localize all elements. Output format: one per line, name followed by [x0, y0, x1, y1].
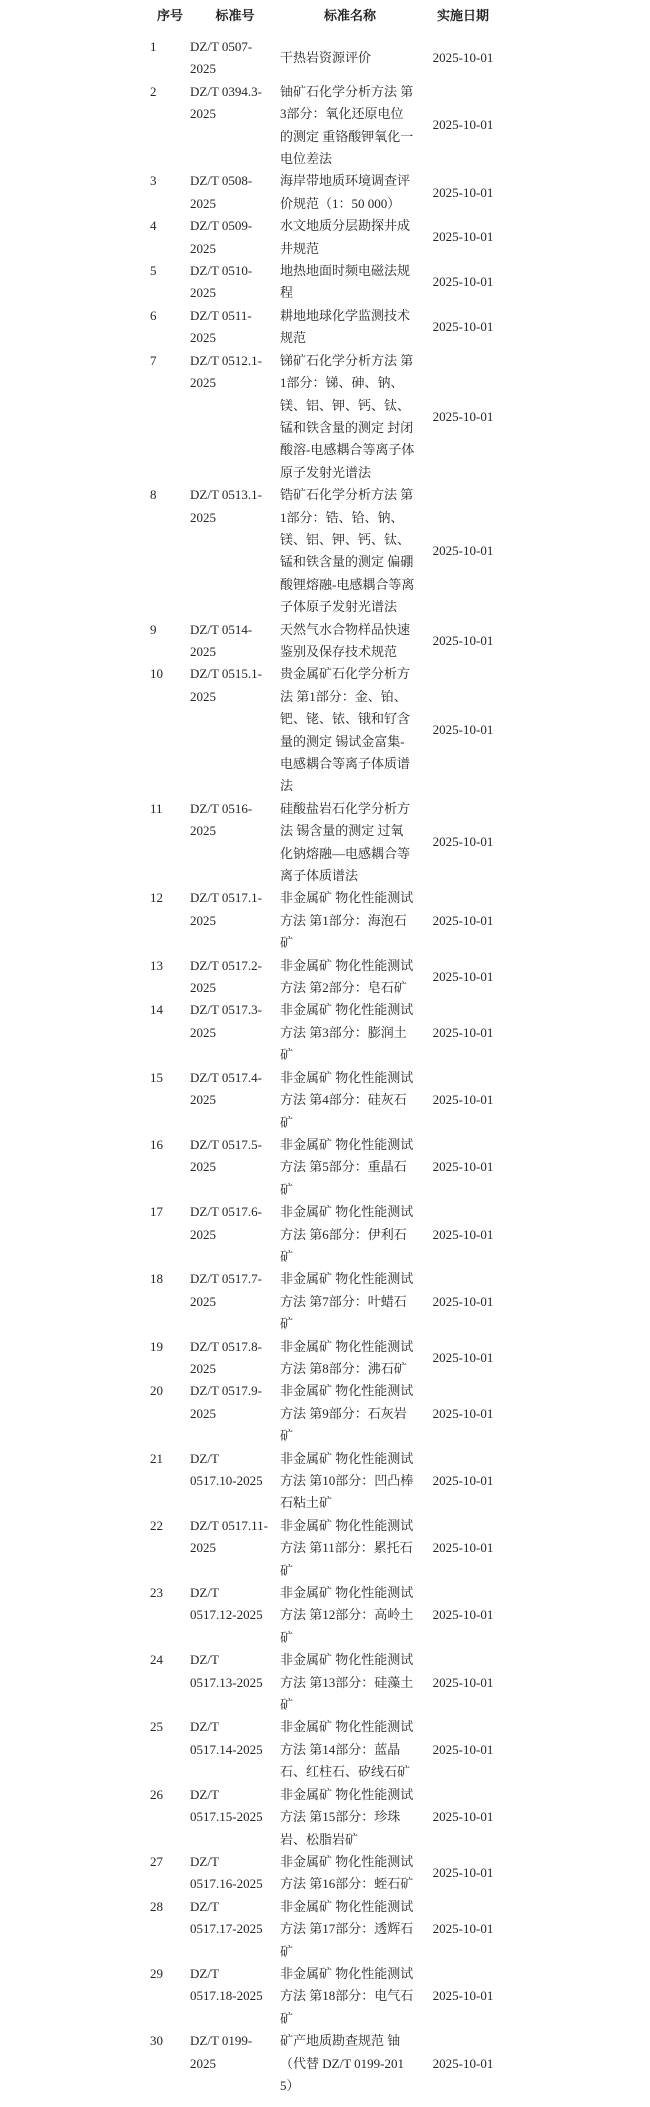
seq-cell: 22 — [150, 1517, 163, 1533]
name-cell: 锆矿石化学分析方法 第1部分：锆、铪、钠、镁、铝、钾、钙、钛、锰和铁含量的测定 偏硼酸锂熔融-电感耦合等离子体原子发射光谱法 — [280, 487, 415, 615]
name-cell: 非金属矿 物化性能测试方法 第12部分：高岭土矿 — [280, 1585, 414, 1645]
name-cell: 非金属矿 物化性能测试方法 第8部分：沸石矿 — [280, 1338, 414, 1376]
date-cell: 2025-10-01 — [432, 319, 494, 335]
name-cell: 非金属矿 物化性能测试方法 第9部分：石灰岩矿 — [280, 1383, 414, 1444]
table-row — [150, 215, 506, 260]
table-row — [150, 798, 506, 888]
std-no-cell: DZ/T 0517.16-2025 — [190, 1853, 263, 1892]
table-row — [150, 1515, 506, 1582]
name-cell: 海岸带地质环境调查评价规范（1：50 000） — [280, 173, 411, 211]
std-no-cell: DZ/T 0517.8-2025 — [190, 1338, 262, 1376]
date-cell: 2025-10-01 — [432, 274, 494, 290]
seq-cell: 24 — [150, 1652, 163, 1668]
date-cell: 2025-10-01 — [432, 408, 494, 424]
std-no-cell: DZ/T 0517.17-2025 — [190, 1898, 263, 1937]
std-no-cell: DZ/T 0517.12-2025 — [190, 1585, 263, 1623]
date-cell: 2025-10-01 — [432, 1741, 494, 1757]
name-cell: 非金属矿 物化性能测试方法 第15部分：珍珠岩、松脂岩矿 — [280, 1786, 414, 1847]
seq-cell: 14 — [150, 1002, 163, 1018]
name-cell: 地热地面时频电磁法规程 — [280, 263, 411, 301]
name-cell: 硅酸盐岩石化学分析方法 锡含量的测定 过氧化钠熔融—电感耦合等离子体质谱法 — [280, 800, 411, 884]
std-no-cell: DZ/T 0517.13-2025 — [190, 1652, 263, 1690]
std-no-cell: DZ/T 0517.14-2025 — [190, 1719, 263, 1757]
table-row — [150, 887, 506, 954]
table-row — [150, 1582, 506, 1649]
name-cell: 非金属矿 物化性能测试方法 第4部分：硅灰石矿 — [280, 1069, 414, 1130]
std-no-cell: DZ/T 0517.10-2025 — [190, 1450, 263, 1488]
std-no-cell: DZ/T 0199-2025 — [190, 2033, 253, 2071]
table-row — [150, 170, 506, 215]
table-row — [150, 1448, 506, 1515]
date-cell: 2025-10-01 — [432, 1988, 494, 2004]
seq-cell: 27 — [150, 1853, 163, 1869]
date-cell: 2025-10-01 — [432, 50, 494, 66]
date-cell: 2025-10-01 — [432, 1540, 494, 1556]
name-cell: 非金属矿 物化性能测试方法 第2部分：皂石矿 — [280, 957, 414, 996]
table-row — [150, 1336, 506, 1381]
table-row — [150, 1380, 506, 1447]
seq-cell: 5 — [150, 263, 157, 279]
table-row — [150, 619, 506, 664]
name-cell: 非金属矿 物化性能测试方法 第5部分：重晶石矿 — [280, 1136, 414, 1197]
date-cell: 2025-10-01 — [432, 632, 494, 648]
name-cell: 非金属矿 物化性能测试方法 第3部分：膨润土矿 — [280, 1002, 414, 1063]
std-no-cell: DZ/T 0517.2-2025 — [190, 957, 262, 996]
std-no-cell: DZ/T 0394.3-2025 — [190, 83, 262, 122]
table-header-row — [150, 6, 506, 36]
std-no-cell: DZ/T 0512.1-2025 — [190, 352, 262, 391]
std-no-cell: DZ/T 0511-2025 — [190, 307, 252, 346]
name-cell: 非金属矿 物化性能测试方法 第14部分：蓝晶石、红柱石、矽线石矿 — [280, 1719, 414, 1780]
name-cell: 耕地地球化学监测技术规范 — [280, 307, 411, 346]
seq-cell: 25 — [150, 1719, 163, 1735]
col-header-std-no: 标准号 — [215, 8, 255, 23]
std-no-cell: DZ/T 0510-2025 — [190, 263, 253, 301]
name-cell: 非金属矿 物化性能测试方法 第11部分：累托石矿 — [280, 1517, 414, 1578]
date-cell: 2025-10-01 — [432, 229, 494, 245]
col-header-date: 实施日期 — [436, 8, 489, 23]
date-cell: 2025-10-01 — [432, 1159, 494, 1175]
date-cell: 2025-10-01 — [432, 1293, 494, 1309]
seq-cell: 3 — [150, 173, 157, 189]
col-header-seq: 序号 — [156, 8, 183, 23]
date-cell: 2025-10-01 — [432, 1024, 494, 1040]
std-no-cell: DZ/T 0517.5-2025 — [190, 1136, 262, 1175]
std-no-cell: DZ/T 0515.1-2025 — [190, 666, 262, 704]
seq-cell: 1 — [150, 39, 157, 54]
seq-cell: 20 — [150, 1383, 163, 1399]
table-row — [150, 1134, 506, 1201]
seq-cell: 29 — [150, 1965, 163, 1981]
date-cell: 2025-10-01 — [432, 912, 494, 928]
date-cell: 2025-10-01 — [432, 2055, 494, 2071]
table-row — [150, 663, 506, 797]
col-header-name: 标准名称 — [323, 8, 376, 23]
seq-cell: 12 — [150, 890, 163, 906]
table-row — [150, 1649, 506, 1716]
std-no-cell: DZ/T 0517.7-2025 — [190, 1271, 262, 1309]
seq-cell: 16 — [150, 1136, 163, 1152]
name-cell: 水文地质分层勘探井成井规范 — [280, 218, 411, 256]
seq-cell: 17 — [150, 1204, 163, 1220]
seq-cell: 9 — [150, 621, 157, 637]
table-row — [150, 1784, 506, 1851]
table-row — [150, 350, 506, 484]
seq-cell: 15 — [150, 1069, 163, 1085]
seq-cell: 30 — [150, 2033, 163, 2049]
table-row — [150, 1201, 506, 1268]
name-cell: 非金属矿 物化性能测试方法 第1部分：海泡石矿 — [280, 890, 414, 951]
seq-cell: 8 — [150, 487, 157, 503]
seq-cell: 4 — [150, 218, 157, 234]
std-no-cell: DZ/T 0508-2025 — [190, 173, 253, 211]
date-cell: 2025-10-01 — [432, 1865, 494, 1881]
name-cell: 干热岩资源评价 — [280, 50, 372, 66]
date-cell: 2025-10-01 — [432, 543, 494, 559]
name-cell: 非金属矿 物化性能测试方法 第7部分：叶蜡石矿 — [280, 1271, 414, 1332]
date-cell: 2025-10-01 — [432, 1226, 494, 1242]
name-cell: 非金属矿 物化性能测试方法 第16部分：蛭石矿 — [280, 1853, 414, 1892]
seq-cell: 18 — [150, 1271, 163, 1287]
name-cell: 矿产地质勘查规范 铀（代替 DZ/T 0199-2015） — [280, 2033, 404, 2093]
table-row — [150, 1851, 506, 1896]
table-row — [150, 36, 506, 81]
seq-cell: 19 — [150, 1338, 163, 1354]
name-cell: 天然气水合物样品快速鉴别及保存技术规范 — [280, 621, 411, 659]
std-no-cell: DZ/T 0516-2025 — [190, 800, 253, 839]
date-cell: 2025-10-01 — [432, 184, 494, 200]
table-row — [150, 305, 506, 350]
date-cell: 2025-10-01 — [432, 1092, 494, 1108]
std-no-cell: DZ/T 0514-2025 — [190, 621, 253, 659]
date-cell: 2025-10-01 — [432, 834, 494, 850]
table-row — [150, 999, 506, 1066]
std-no-cell: DZ/T 0517.9-2025 — [190, 1383, 262, 1421]
seq-cell: 11 — [150, 800, 163, 816]
table-row — [150, 1268, 506, 1335]
date-cell: 2025-10-01 — [432, 1607, 494, 1623]
seq-cell: 13 — [150, 957, 163, 973]
std-no-cell: DZ/T 0517.4-2025 — [190, 1069, 262, 1108]
name-cell: 非金属矿 物化性能测试方法 第17部分：透辉石矿 — [280, 1898, 414, 1959]
std-no-cell: DZ/T 0517.6-2025 — [190, 1204, 262, 1242]
std-no-cell: DZ/T 0517.1-2025 — [190, 890, 262, 928]
table-row — [150, 2030, 506, 2097]
table-row — [150, 1067, 506, 1134]
name-cell: 非金属矿 物化性能测试方法 第13部分：硅藻土矿 — [280, 1652, 414, 1713]
seq-cell: 10 — [150, 666, 163, 682]
seq-cell: 26 — [150, 1786, 163, 1802]
name-cell: 非金属矿 物化性能测试方法 第18部分：电气石矿 — [280, 1965, 414, 2026]
standards-table — [150, 6, 506, 2097]
name-cell: 铀矿石化学分析方法 第3部分：氧化还原电位的测定 重铬酸钾氧化一电位差法 — [280, 83, 414, 167]
std-no-cell: DZ/T 0507-2025 — [190, 39, 253, 77]
table-row — [150, 1896, 506, 1963]
name-cell: 非金属矿 物化性能测试方法 第10部分：凹凸棒石粘土矿 — [280, 1450, 414, 1511]
name-cell: 贵金属矿石化学分析方法 第1部分：金、铂、钯、铑、铱、锇和钌含量的测定 锡试金富集-电感耦合等离子体质谱法 — [280, 666, 411, 794]
name-cell: 非金属矿 物化性能测试方法 第6部分：伊利石矿 — [280, 1204, 414, 1264]
std-no-cell: DZ/T 0517.15-2025 — [190, 1786, 263, 1825]
seq-cell: 28 — [150, 1898, 163, 1914]
table-row — [150, 484, 506, 618]
seq-cell: 23 — [150, 1585, 163, 1601]
table-row — [150, 1963, 506, 2030]
seq-cell: 6 — [150, 307, 157, 323]
date-cell: 2025-10-01 — [432, 1349, 494, 1365]
date-cell: 2025-10-01 — [432, 1405, 494, 1421]
date-cell: 2025-10-01 — [432, 117, 494, 133]
date-cell: 2025-10-01 — [432, 722, 494, 738]
seq-cell: 21 — [150, 1450, 163, 1466]
date-cell: 2025-10-01 — [432, 1921, 494, 1937]
name-cell: 锑矿石化学分析方法 第1部分：锑、砷、钠、镁、铝、钾、钙、钛、锰和铁含量的测定 封闭酸溶-电感耦合等离子体原子发射光谱法 — [280, 352, 415, 480]
table-row — [150, 260, 506, 305]
date-cell: 2025-10-01 — [432, 968, 494, 984]
date-cell: 2025-10-01 — [432, 1473, 494, 1488]
table-row — [150, 955, 506, 1000]
std-no-cell: DZ/T 0517.18-2025 — [190, 1965, 263, 2004]
std-no-cell: DZ/T 0513.1-2025 — [190, 487, 262, 525]
date-cell: 2025-10-01 — [432, 1674, 494, 1690]
std-no-cell: DZ/T 0517.11-2025 — [190, 1517, 268, 1556]
std-no-cell: DZ/T 0517.3-2025 — [190, 1002, 262, 1040]
std-no-cell: DZ/T 0509-2025 — [190, 218, 253, 256]
table-row — [150, 81, 506, 171]
standards-table-body — [150, 36, 506, 2097]
date-cell: 2025-10-01 — [432, 1809, 494, 1825]
seq-cell: 7 — [150, 352, 157, 368]
seq-cell: 2 — [150, 83, 157, 99]
table-row — [150, 1716, 506, 1783]
